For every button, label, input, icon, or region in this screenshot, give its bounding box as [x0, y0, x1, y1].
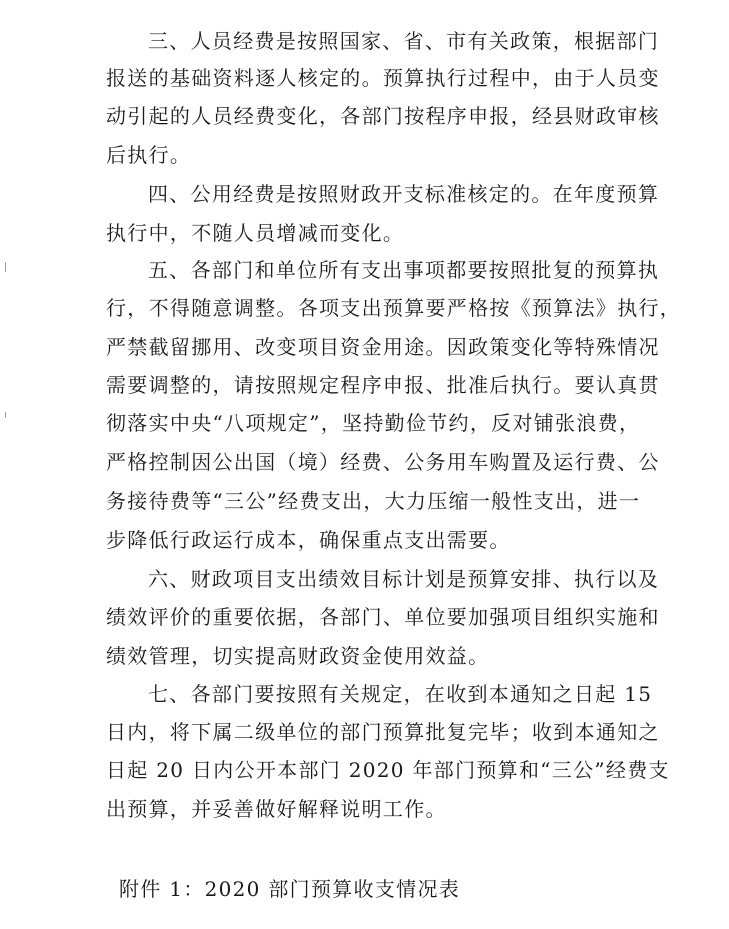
text-line: 七、各部门要按照有关规定，在收到本通知之日起 15	[148, 682, 653, 706]
text-line: 绩效评价的重要依据，各部门、单位要加强项目组织实施和	[106, 605, 660, 629]
text-line: 需要调整的，请按照规定程序申报、批准后执行。要认真贯	[106, 373, 660, 397]
attachment-line: 附件 1：2020 部门预算收支情况表	[119, 877, 461, 901]
text-line: 严禁截留挪用、改变项目资金用途。因政策变化等特殊情况	[106, 335, 660, 359]
text-line: 报送的基础资料逐人核定的。预算执行过程中，由于人员变	[106, 66, 660, 90]
scan-edge-mark	[5, 262, 6, 272]
text-line: 绩效管理，切实提高财政资金使用效益。	[106, 644, 490, 668]
text-line: 行，不得随意调整。各项支出预算要严格按《预算法》执行，	[106, 296, 682, 320]
text-line: 务接待费等“三公”经费支出，大力压缩一般性支出，进一	[106, 489, 641, 513]
text-line: 执行中，不随人员增减而变化。	[106, 221, 405, 245]
text-line: 五、各部门和单位所有支出事项都要按照批复的预算执	[148, 258, 660, 282]
text-line: 三、人员经费是按照国家、省、市有关政策，根据部门	[148, 29, 660, 53]
text-line: 严格控制因公出国（境）经费、公务用车购置及运行费、公	[106, 450, 660, 474]
text-line: 六、财政项目支出绩效目标计划是预算安排、执行以及	[148, 567, 660, 591]
text-line: 后执行。	[106, 143, 192, 167]
text-line: 日起 20 日内公开本部门 2020 年部门预算和“三公”经费支	[106, 758, 670, 782]
text-line: 步降低行政运行成本，确保重点支出需要。	[106, 528, 511, 552]
text-line: 动引起的人员经费变化，各部门按程序申报，经县财政审核	[106, 104, 660, 128]
scan-edge-mark	[5, 412, 6, 418]
text-line: 出预算，并妥善做好解释说明工作。	[106, 797, 447, 821]
text-line: 四、公用经费是按照财政开支标准核定的。在年度预算	[148, 182, 660, 206]
text-line: 彻落实中央“八项规定”，坚持勤俭节约，反对铺张浪费，	[106, 411, 641, 435]
text-line: 日内，将下属二级单位的部门预算批复完毕；收到本通知之	[106, 720, 660, 744]
